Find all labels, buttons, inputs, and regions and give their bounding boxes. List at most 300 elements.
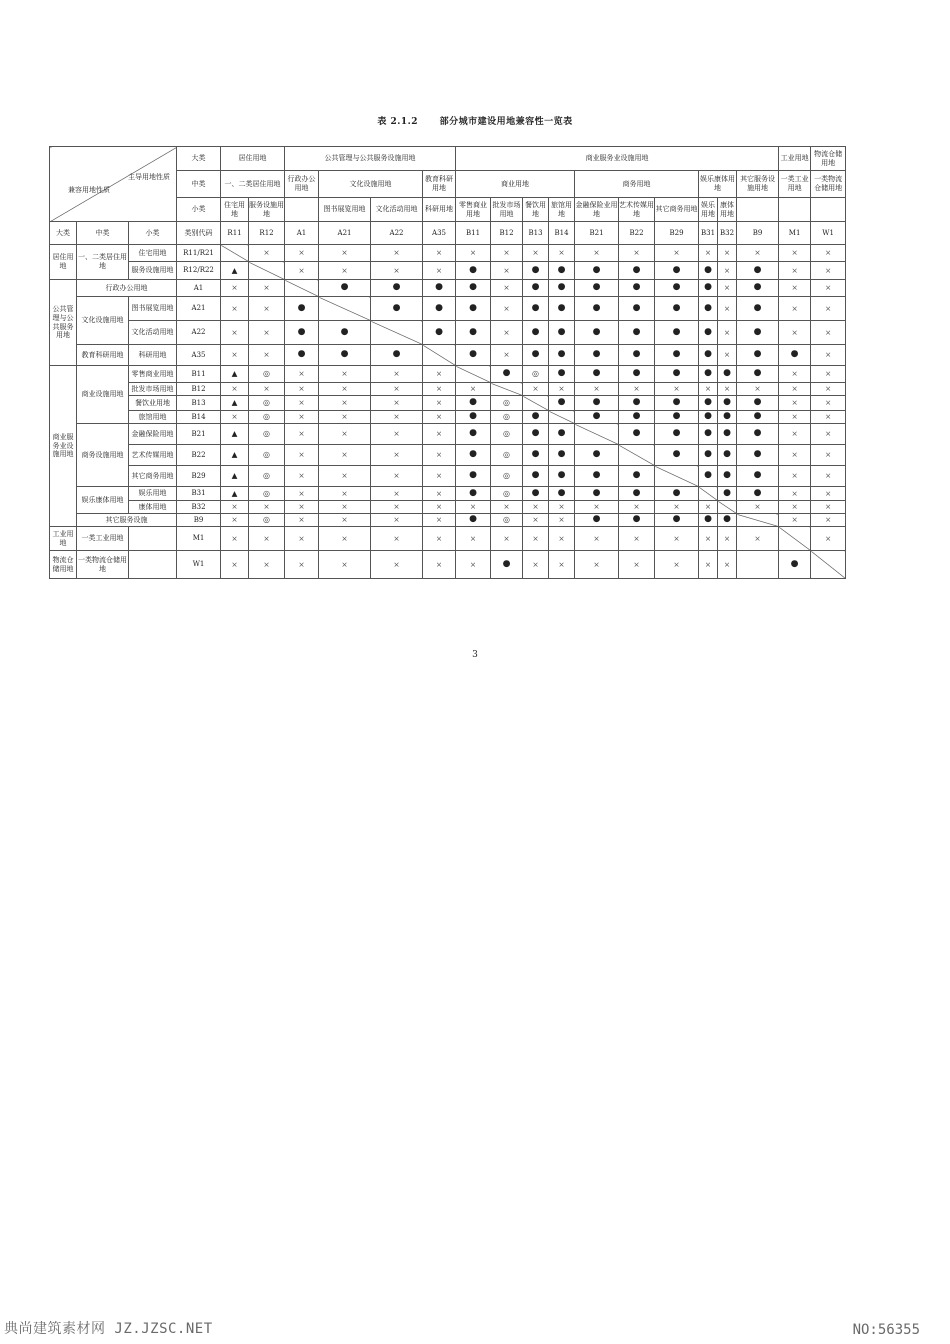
compat-cell: × bbox=[319, 411, 371, 424]
header-code: B21 bbox=[575, 222, 619, 245]
compat-cell: × bbox=[619, 383, 655, 396]
compat-cell: × bbox=[779, 445, 811, 466]
compat-cell: × bbox=[811, 514, 846, 527]
compat-cell: × bbox=[779, 424, 811, 445]
compat-cell: × bbox=[285, 366, 319, 383]
compat-cell: × bbox=[655, 383, 699, 396]
diagonal-cell bbox=[549, 411, 575, 424]
compat-cell: × bbox=[811, 321, 846, 345]
row-medium: 一、二类居住用地 bbox=[77, 245, 129, 280]
compat-cell: × bbox=[221, 551, 249, 579]
compat-cell: × bbox=[619, 551, 655, 579]
compat-cell: ● bbox=[619, 466, 655, 487]
compat-cell: ● bbox=[549, 366, 575, 383]
compat-cell: ● bbox=[491, 366, 523, 383]
compat-cell: ● bbox=[523, 321, 549, 345]
compat-cell: × bbox=[491, 245, 523, 262]
compat-cell: × bbox=[371, 411, 423, 424]
page-number: 3 bbox=[472, 650, 478, 660]
header-medium: 一类物流仓储用地 bbox=[811, 171, 846, 198]
compat-cell: ● bbox=[699, 321, 718, 345]
header-code: B29 bbox=[655, 222, 699, 245]
compat-cell: ● bbox=[619, 280, 655, 297]
diagonal-cell bbox=[423, 345, 456, 366]
header-major: 公共管理与公共服务设施用地 bbox=[285, 147, 456, 171]
compat-cell: × bbox=[319, 551, 371, 579]
table-row bbox=[50, 245, 846, 262]
compat-cell: ● bbox=[655, 514, 699, 527]
header-minor: 艺术传媒用地 bbox=[619, 198, 655, 222]
header-major: 居住用地 bbox=[221, 147, 285, 171]
compat-cell: ● bbox=[371, 280, 423, 297]
table-row bbox=[50, 445, 846, 466]
row-minor: 图书展览用地 bbox=[129, 297, 177, 321]
compat-cell: × bbox=[549, 245, 575, 262]
compat-cell: × bbox=[491, 280, 523, 297]
compat-cell: ● bbox=[523, 411, 549, 424]
row-minor: 科研用地 bbox=[129, 345, 177, 366]
header-code: A22 bbox=[371, 222, 423, 245]
diagonal-cell bbox=[699, 487, 718, 501]
compat-cell: × bbox=[371, 424, 423, 445]
compat-cell: × bbox=[718, 245, 737, 262]
row-minor: 服务设施用地 bbox=[129, 262, 177, 280]
compat-cell: ● bbox=[549, 262, 575, 280]
compat-cell: × bbox=[423, 527, 456, 551]
row-medium: 文化设施用地 bbox=[77, 297, 129, 345]
compat-cell: × bbox=[249, 345, 285, 366]
compat-cell: × bbox=[249, 280, 285, 297]
compat-cell: × bbox=[811, 487, 846, 501]
compat-cell: ◎ bbox=[491, 466, 523, 487]
compat-cell: ● bbox=[718, 514, 737, 527]
header-minor: 旅馆用地 bbox=[549, 198, 575, 222]
corner-compat-label: 兼容用地性质 bbox=[68, 186, 110, 195]
compat-cell: ● bbox=[718, 396, 737, 411]
header-code: B32 bbox=[718, 222, 737, 245]
compat-cell: ● bbox=[423, 280, 456, 297]
compat-cell: × bbox=[523, 551, 549, 579]
compat-cell: × bbox=[811, 262, 846, 280]
row-medium: 商务设施用地 bbox=[77, 424, 129, 487]
compat-cell: × bbox=[718, 297, 737, 321]
table-number: 表 2.1.2 bbox=[377, 117, 419, 127]
header-medium: 其它服务设施用地 bbox=[737, 171, 779, 198]
diagonal-cell bbox=[523, 396, 549, 411]
table-row bbox=[50, 366, 846, 383]
compat-cell: × bbox=[779, 411, 811, 424]
row-medium: 教育科研用地 bbox=[77, 345, 129, 366]
header-code: B22 bbox=[619, 222, 655, 245]
compat-cell: × bbox=[491, 262, 523, 280]
compat-cell: × bbox=[575, 501, 619, 514]
compat-cell: ▲ bbox=[221, 466, 249, 487]
compat-cell: ● bbox=[456, 424, 491, 445]
compat-cell: ● bbox=[737, 280, 779, 297]
compat-cell: ● bbox=[779, 551, 811, 579]
compat-cell: ◎ bbox=[491, 487, 523, 501]
table-row bbox=[50, 487, 846, 501]
compat-cell: ● bbox=[718, 366, 737, 383]
compat-cell: ● bbox=[319, 345, 371, 366]
compat-cell: × bbox=[221, 527, 249, 551]
compat-cell: × bbox=[491, 527, 523, 551]
compat-cell: × bbox=[779, 262, 811, 280]
compat-cell: × bbox=[221, 411, 249, 424]
compat-cell: × bbox=[811, 466, 846, 487]
compat-cell: ● bbox=[456, 411, 491, 424]
table-row bbox=[50, 321, 846, 345]
header-minor bbox=[811, 198, 846, 222]
compat-cell: ● bbox=[523, 445, 549, 466]
compat-cell: × bbox=[811, 411, 846, 424]
compat-cell: ● bbox=[456, 466, 491, 487]
compat-cell: ● bbox=[523, 466, 549, 487]
compat-cell: × bbox=[699, 383, 718, 396]
compat-cell: × bbox=[249, 383, 285, 396]
header-minor: 服务设施用地 bbox=[249, 198, 285, 222]
row-code: B11 bbox=[177, 366, 221, 383]
compat-cell: ● bbox=[575, 487, 619, 501]
compat-cell: ● bbox=[319, 321, 371, 345]
compat-cell: × bbox=[371, 245, 423, 262]
compat-cell: × bbox=[699, 501, 718, 514]
compat-cell: × bbox=[285, 551, 319, 579]
compat-cell: ● bbox=[456, 445, 491, 466]
row-major: 公共管理与公共服务用地 bbox=[50, 280, 77, 366]
compat-cell: × bbox=[811, 396, 846, 411]
header-minor: 零售商业用地 bbox=[456, 198, 491, 222]
compat-cell: ● bbox=[549, 297, 575, 321]
compat-cell: ● bbox=[456, 280, 491, 297]
compat-cell: × bbox=[737, 383, 779, 396]
compat-cell: ◎ bbox=[249, 424, 285, 445]
header-code: R11 bbox=[221, 222, 249, 245]
compat-cell: ▲ bbox=[221, 366, 249, 383]
compat-cell: ● bbox=[523, 262, 549, 280]
row-code: R12/R22 bbox=[177, 262, 221, 280]
compat-cell: × bbox=[456, 245, 491, 262]
compat-cell: × bbox=[523, 514, 549, 527]
compat-cell: × bbox=[456, 383, 491, 396]
header-medium: 娱乐康体用地 bbox=[699, 171, 737, 198]
compat-cell: ● bbox=[718, 411, 737, 424]
compat-cell: × bbox=[249, 297, 285, 321]
compat-cell: ● bbox=[737, 466, 779, 487]
compat-cell: ● bbox=[737, 262, 779, 280]
compat-cell: × bbox=[319, 445, 371, 466]
compat-cell: × bbox=[779, 383, 811, 396]
compat-cell: ● bbox=[319, 280, 371, 297]
compat-cell: ● bbox=[575, 297, 619, 321]
row-minor: 娱乐用地 bbox=[129, 487, 177, 501]
diagonal-cell bbox=[811, 551, 846, 579]
compat-cell: ● bbox=[718, 466, 737, 487]
compat-cell: × bbox=[655, 527, 699, 551]
row-code: A35 bbox=[177, 345, 221, 366]
row-code: B31 bbox=[177, 487, 221, 501]
compat-cell: ● bbox=[456, 487, 491, 501]
table-row bbox=[50, 383, 846, 396]
row-code: A21 bbox=[177, 297, 221, 321]
compat-cell: × bbox=[811, 445, 846, 466]
compat-cell: × bbox=[249, 245, 285, 262]
compat-cell: × bbox=[221, 383, 249, 396]
row-code: B29 bbox=[177, 466, 221, 487]
header-minor: 科研用地 bbox=[423, 198, 456, 222]
compat-cell: × bbox=[371, 383, 423, 396]
compat-cell: ● bbox=[655, 280, 699, 297]
header-medium: 一类工业用地 bbox=[779, 171, 811, 198]
header-label-major: 大类 bbox=[177, 147, 221, 171]
watermark: 典尚建筑素材网 JZ.JZSC.NET bbox=[4, 1321, 213, 1337]
row-code: R11/R21 bbox=[177, 245, 221, 262]
compat-cell: ● bbox=[737, 445, 779, 466]
compat-cell: ● bbox=[737, 366, 779, 383]
header-code: B9 bbox=[737, 222, 779, 245]
compat-cell: × bbox=[549, 501, 575, 514]
compat-cell: ● bbox=[549, 466, 575, 487]
compat-cell: × bbox=[811, 383, 846, 396]
compat-cell: ● bbox=[619, 297, 655, 321]
compat-cell: × bbox=[811, 527, 846, 551]
header-minor: 图书展览用地 bbox=[319, 198, 371, 222]
compat-cell: ● bbox=[655, 424, 699, 445]
compat-cell: × bbox=[319, 527, 371, 551]
row-minor: 艺术传媒用地 bbox=[129, 445, 177, 466]
row-code: A22 bbox=[177, 321, 221, 345]
header-label-medium: 中类 bbox=[177, 171, 221, 198]
compat-cell: × bbox=[371, 466, 423, 487]
header-code: M1 bbox=[779, 222, 811, 245]
compat-cell: × bbox=[285, 411, 319, 424]
compat-cell: × bbox=[811, 424, 846, 445]
compat-cell: ● bbox=[699, 262, 718, 280]
header-code: B13 bbox=[523, 222, 549, 245]
header-label-minor: 小类 bbox=[177, 198, 221, 222]
row-medium: 商业设施用地 bbox=[77, 366, 129, 424]
compat-cell: × bbox=[619, 527, 655, 551]
compat-cell: × bbox=[655, 245, 699, 262]
row-minor: 康体用地 bbox=[129, 501, 177, 514]
compat-cell: ● bbox=[699, 411, 718, 424]
compat-cell: × bbox=[575, 383, 619, 396]
compat-cell: ● bbox=[619, 396, 655, 411]
compat-cell: × bbox=[575, 527, 619, 551]
compat-cell: ● bbox=[737, 424, 779, 445]
compat-cell: × bbox=[423, 411, 456, 424]
row-code: B13 bbox=[177, 396, 221, 411]
row-minor: 餐饮业用地 bbox=[129, 396, 177, 411]
compat-cell: × bbox=[549, 551, 575, 579]
compat-cell: × bbox=[371, 501, 423, 514]
compat-cell: ● bbox=[523, 345, 549, 366]
compat-cell: ● bbox=[619, 345, 655, 366]
compat-cell: × bbox=[423, 245, 456, 262]
compat-cell: × bbox=[779, 280, 811, 297]
compat-cell: ● bbox=[699, 424, 718, 445]
row-minor: 其它商务用地 bbox=[129, 466, 177, 487]
header-code: R12 bbox=[249, 222, 285, 245]
compat-cell: × bbox=[371, 551, 423, 579]
compat-cell: × bbox=[718, 527, 737, 551]
compat-cell: ● bbox=[423, 321, 456, 345]
compat-cell: × bbox=[319, 424, 371, 445]
compat-cell: ▲ bbox=[221, 487, 249, 501]
header-minor: 其它商务用地 bbox=[655, 198, 699, 222]
header-code: W1 bbox=[811, 222, 846, 245]
compat-cell: × bbox=[371, 445, 423, 466]
compat-cell: ● bbox=[655, 345, 699, 366]
table-row bbox=[50, 297, 846, 321]
compat-cell: × bbox=[423, 466, 456, 487]
compat-cell: × bbox=[249, 321, 285, 345]
row-minor: 金融保险用地 bbox=[129, 424, 177, 445]
diagonal-cell bbox=[491, 383, 523, 396]
compat-cell: ◎ bbox=[491, 445, 523, 466]
row-minor bbox=[129, 551, 177, 579]
compat-cell: ● bbox=[456, 262, 491, 280]
compat-cell: ● bbox=[575, 445, 619, 466]
compat-cell: × bbox=[456, 551, 491, 579]
header-code: A35 bbox=[423, 222, 456, 245]
compat-cell: × bbox=[285, 501, 319, 514]
header-minor: 文化活动用地 bbox=[371, 198, 423, 222]
compat-cell: × bbox=[285, 487, 319, 501]
compat-cell: × bbox=[779, 396, 811, 411]
compat-cell: ● bbox=[575, 345, 619, 366]
header-minor: 娱乐用地 bbox=[699, 198, 718, 222]
diagonal-cell bbox=[319, 297, 371, 321]
diagonal-cell bbox=[718, 501, 737, 514]
compat-cell: ● bbox=[523, 424, 549, 445]
document-number: NO:56355 bbox=[852, 1322, 920, 1338]
compat-cell: × bbox=[423, 501, 456, 514]
compat-cell: ◎ bbox=[249, 366, 285, 383]
compat-cell: × bbox=[285, 445, 319, 466]
compat-cell: × bbox=[319, 501, 371, 514]
compat-cell: × bbox=[423, 514, 456, 527]
row-major: 工业用地 bbox=[50, 527, 77, 551]
row-minor: 住宅用地 bbox=[129, 245, 177, 262]
compat-cell: ● bbox=[619, 366, 655, 383]
compat-cell: ● bbox=[456, 321, 491, 345]
compat-cell: × bbox=[699, 245, 718, 262]
compat-cell: × bbox=[523, 383, 549, 396]
compat-cell: × bbox=[423, 396, 456, 411]
table-row bbox=[50, 345, 846, 366]
header-medium: 文化设施用地 bbox=[319, 171, 423, 198]
table-row bbox=[50, 466, 846, 487]
row-medium: 一类工业用地 bbox=[77, 527, 129, 551]
compat-cell: ● bbox=[699, 366, 718, 383]
compat-cell: ● bbox=[718, 424, 737, 445]
header-minor bbox=[779, 198, 811, 222]
compat-cell: × bbox=[221, 345, 249, 366]
compat-cell: × bbox=[523, 501, 549, 514]
row-code: B14 bbox=[177, 411, 221, 424]
compat-cell: × bbox=[285, 245, 319, 262]
header-minor: 金融保险业用地 bbox=[575, 198, 619, 222]
compat-cell: ● bbox=[549, 280, 575, 297]
compat-cell: × bbox=[371, 527, 423, 551]
compat-cell: × bbox=[718, 280, 737, 297]
compat-cell: ● bbox=[575, 321, 619, 345]
compat-cell: × bbox=[221, 514, 249, 527]
compat-cell: ▲ bbox=[221, 445, 249, 466]
compat-cell: ● bbox=[523, 297, 549, 321]
compat-cell: ● bbox=[655, 445, 699, 466]
compat-cell: × bbox=[718, 551, 737, 579]
compat-cell: × bbox=[779, 466, 811, 487]
compat-cell: × bbox=[779, 487, 811, 501]
compat-cell: × bbox=[718, 321, 737, 345]
diagonal-cell bbox=[249, 262, 285, 280]
row-major: 物流仓储用地 bbox=[50, 551, 77, 579]
row-minor: 文化活动用地 bbox=[129, 321, 177, 345]
compat-cell: ● bbox=[655, 487, 699, 501]
diagonal-cell bbox=[285, 280, 319, 297]
header-code: B14 bbox=[549, 222, 575, 245]
compat-cell: ● bbox=[699, 297, 718, 321]
compat-cell: × bbox=[619, 501, 655, 514]
compat-cell: × bbox=[549, 514, 575, 527]
table-row bbox=[50, 551, 846, 579]
compat-cell: × bbox=[549, 383, 575, 396]
compat-cell: ● bbox=[575, 514, 619, 527]
header-minor bbox=[737, 198, 779, 222]
compat-cell: ● bbox=[619, 487, 655, 501]
compat-cell: × bbox=[523, 527, 549, 551]
compat-cell: × bbox=[285, 527, 319, 551]
compat-cell: × bbox=[523, 245, 549, 262]
compat-cell: × bbox=[655, 501, 699, 514]
diagonal-cell bbox=[575, 424, 619, 445]
header-code: B31 bbox=[699, 222, 718, 245]
compat-cell: × bbox=[811, 297, 846, 321]
compat-cell: ● bbox=[549, 445, 575, 466]
compat-cell: × bbox=[319, 383, 371, 396]
row-code: B21 bbox=[177, 424, 221, 445]
compat-cell: × bbox=[371, 514, 423, 527]
compat-cell: ● bbox=[619, 321, 655, 345]
table-row bbox=[50, 280, 846, 297]
compat-cell: × bbox=[285, 466, 319, 487]
corner-main-label: 主导用地性质 bbox=[128, 173, 171, 181]
compat-cell: × bbox=[285, 396, 319, 411]
compat-cell: × bbox=[249, 501, 285, 514]
compat-cell: × bbox=[737, 245, 779, 262]
compat-cell bbox=[737, 551, 779, 579]
compat-cell: ● bbox=[456, 345, 491, 366]
row-medium: 娱乐康体用地 bbox=[77, 487, 129, 514]
compat-cell: ● bbox=[575, 411, 619, 424]
compat-cell: ● bbox=[655, 396, 699, 411]
row-medium: 其它服务设施 bbox=[77, 514, 177, 527]
compat-cell: × bbox=[423, 383, 456, 396]
compat-cell: × bbox=[619, 245, 655, 262]
compat-cell: ● bbox=[737, 345, 779, 366]
row-code: B32 bbox=[177, 501, 221, 514]
row-code: A1 bbox=[177, 280, 221, 297]
compat-cell: × bbox=[491, 345, 523, 366]
row-code: W1 bbox=[177, 551, 221, 579]
compat-cell: ● bbox=[737, 321, 779, 345]
compat-cell: ● bbox=[549, 424, 575, 445]
compat-cell: ◎ bbox=[523, 366, 549, 383]
row-code: B22 bbox=[177, 445, 221, 466]
col-label-major: 大类 bbox=[50, 222, 77, 245]
